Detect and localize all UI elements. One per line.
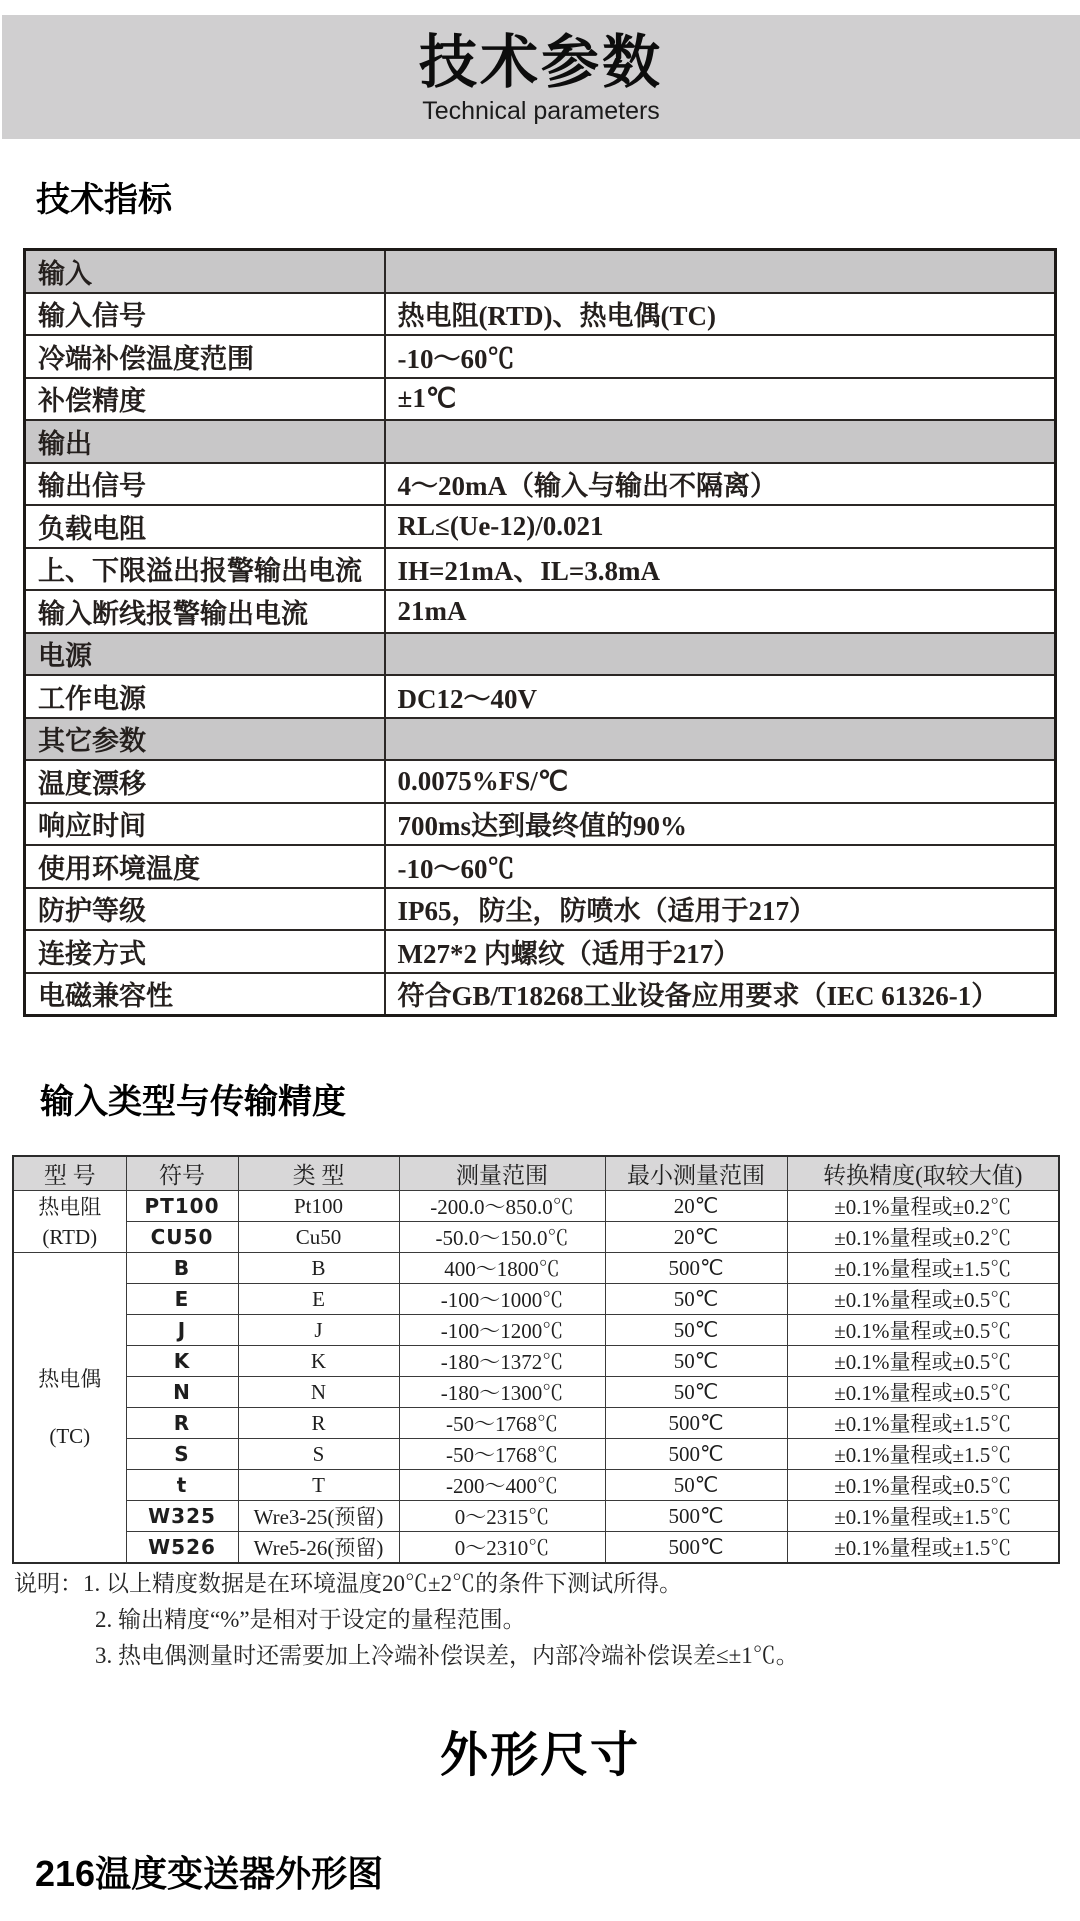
outline-216-heading: 216温度变送器外形图 xyxy=(35,1853,384,1894)
page-header-banner xyxy=(2,15,1080,139)
input-table-row xyxy=(13,1315,1059,1346)
min-range-cell: 500℃ xyxy=(605,1439,787,1470)
spec-section-row xyxy=(25,420,1056,463)
accuracy-cell: ±0.1%量程或±0.2℃ xyxy=(787,1191,1059,1222)
input-table-row xyxy=(13,1470,1059,1501)
spec-row xyxy=(25,505,1056,548)
notes-block xyxy=(14,1566,799,1674)
input-table-row xyxy=(13,1377,1059,1408)
spec-section-label: 输入 xyxy=(25,250,385,293)
spec-label-cell: 负载电阻 xyxy=(25,505,385,548)
spec-row xyxy=(25,888,1056,931)
accuracy-cell: ±0.1%量程或±0.5℃ xyxy=(787,1377,1059,1408)
input-table-header-cell: 转换精度(取较大值) xyxy=(787,1156,1059,1191)
min-range-cell: 500℃ xyxy=(605,1408,787,1439)
type-cell: B xyxy=(238,1253,399,1284)
symbol-cell: N xyxy=(126,1377,238,1408)
range-cell: -180～1300℃ xyxy=(399,1377,605,1408)
spec-value-cell: RL≤(Ue-12)/0.021 xyxy=(385,505,1056,548)
spec-label-cell: 补偿精度 xyxy=(25,378,385,421)
tech-specs-heading: 技术指标 xyxy=(36,181,172,219)
symbol-cell: W526 xyxy=(126,1532,238,1564)
spec-label-cell: 响应时间 xyxy=(25,803,385,846)
type-cell: J xyxy=(238,1315,399,1346)
type-cell: T xyxy=(238,1470,399,1501)
min-range-cell: 50℃ xyxy=(605,1470,787,1501)
input-table-header-cell: 测量范围 xyxy=(399,1156,605,1191)
input-type-table xyxy=(12,1155,1060,1564)
range-cell: -50～1768℃ xyxy=(399,1439,605,1470)
symbol-cell: t xyxy=(126,1470,238,1501)
min-range-cell: 50℃ xyxy=(605,1315,787,1346)
type-cell: N xyxy=(238,1377,399,1408)
spec-value-cell: DC12～40V xyxy=(385,675,1056,718)
spec-section-label: 输出 xyxy=(25,420,385,463)
spec-row xyxy=(25,548,1056,591)
symbol-cell: B xyxy=(126,1253,238,1284)
min-range-cell: 500℃ xyxy=(605,1253,787,1284)
range-cell: -50～1768℃ xyxy=(399,1408,605,1439)
spec-label-cell: 上、下限溢出报警输出电流 xyxy=(25,548,385,591)
range-cell: -100～1000℃ xyxy=(399,1284,605,1315)
min-range-cell: 20℃ xyxy=(605,1222,787,1253)
min-range-cell: 50℃ xyxy=(605,1346,787,1377)
spec-section-row xyxy=(25,250,1056,293)
spec-row xyxy=(25,675,1056,718)
input-table-row xyxy=(13,1501,1059,1532)
spec-label-cell: 使用环境温度 xyxy=(25,845,385,888)
accuracy-cell: ±0.1%量程或±1.5℃ xyxy=(787,1408,1059,1439)
note-line-3: 3. 热电偶测量时还需要加上冷端补偿误差，内部冷端补偿误差≤±1℃。 xyxy=(95,1643,799,1668)
input-group-label: 热电阻 (RTD) xyxy=(13,1191,126,1253)
accuracy-cell: ±0.1%量程或±1.5℃ xyxy=(787,1253,1059,1284)
accuracy-cell: ±0.1%量程或±1.5℃ xyxy=(787,1439,1059,1470)
accuracy-cell: ±0.1%量程或±0.5℃ xyxy=(787,1284,1059,1315)
symbol-cell: W325 xyxy=(126,1501,238,1532)
spec-row xyxy=(25,335,1056,378)
range-cell: 0～2310℃ xyxy=(399,1532,605,1564)
accuracy-cell: ±0.1%量程或±0.5℃ xyxy=(787,1346,1059,1377)
spec-section-empty xyxy=(385,250,1056,293)
symbol-cell: K xyxy=(126,1346,238,1377)
spec-label-cell: 温度漂移 xyxy=(25,760,385,803)
spec-row xyxy=(25,930,1056,973)
input-table-header-cell: 最小测量范围 xyxy=(605,1156,787,1191)
symbol-cell: PT100 xyxy=(126,1191,238,1222)
spec-row xyxy=(25,760,1056,803)
symbol-cell: S xyxy=(126,1439,238,1470)
spec-value-cell: ±1℃ xyxy=(385,378,1056,421)
input-table-header-cell: 符号 xyxy=(126,1156,238,1191)
type-cell: Wre5-26(预留) xyxy=(238,1532,399,1564)
min-range-cell: 50℃ xyxy=(605,1284,787,1315)
spec-label-cell: 连接方式 xyxy=(25,930,385,973)
spec-label-cell: 输出信号 xyxy=(25,463,385,506)
type-cell: E xyxy=(238,1284,399,1315)
page-title: 技术参数 xyxy=(418,30,663,95)
spec-value-cell: -10～60℃ xyxy=(385,335,1056,378)
type-cell: Cu50 xyxy=(238,1222,399,1253)
symbol-cell: CU50 xyxy=(126,1222,238,1253)
note-line-1: 说明：1. 以上精度数据是在环境温度20℃±2℃的条件下测试所得。 xyxy=(14,1571,683,1596)
note-line-2: 2. 输出精度“%”是相对于设定的量程范围。 xyxy=(95,1607,526,1632)
spec-row xyxy=(25,463,1056,506)
spec-value-cell: 700ms达到最终值的90% xyxy=(385,803,1056,846)
accuracy-cell: ±0.1%量程或±1.5℃ xyxy=(787,1501,1059,1532)
spec-section-empty xyxy=(385,718,1056,761)
spec-value-cell: 4～20mA（输入与输出不隔离） xyxy=(385,463,1056,506)
spec-row xyxy=(25,845,1056,888)
spec-section-empty xyxy=(385,633,1056,676)
input-table-row xyxy=(13,1408,1059,1439)
spec-section-label: 其它参数 xyxy=(25,718,385,761)
input-table-row xyxy=(13,1191,1059,1222)
spec-value-cell: IP65，防尘，防喷水（适用于217） xyxy=(385,888,1056,931)
range-cell: -50.0～150.0℃ xyxy=(399,1222,605,1253)
min-range-cell: 500℃ xyxy=(605,1501,787,1532)
input-table-row xyxy=(13,1532,1059,1564)
spec-label-cell: 冷端补偿温度范围 xyxy=(25,335,385,378)
type-cell: R xyxy=(238,1408,399,1439)
spec-row xyxy=(25,803,1056,846)
spec-section-empty xyxy=(385,420,1056,463)
symbol-cell: R xyxy=(126,1408,238,1439)
dimensions-heading: 外形尺寸 xyxy=(439,1729,640,1782)
input-table-header-row xyxy=(13,1156,1059,1191)
input-table-row xyxy=(13,1253,1059,1284)
accuracy-cell: ±0.1%量程或±1.5℃ xyxy=(787,1532,1059,1564)
min-range-cell: 20℃ xyxy=(605,1191,787,1222)
accuracy-cell: ±0.1%量程或±0.5℃ xyxy=(787,1315,1059,1346)
min-range-cell: 50℃ xyxy=(605,1377,787,1408)
spec-row xyxy=(25,590,1056,633)
type-cell: Pt100 xyxy=(238,1191,399,1222)
input-table-row xyxy=(13,1439,1059,1470)
spec-label-cell: 电磁兼容性 xyxy=(25,973,385,1016)
spec-label-cell: 输入断线报警输出电流 xyxy=(25,590,385,633)
spec-label-cell: 输入信号 xyxy=(25,293,385,336)
type-cell: Wre3-25(预留) xyxy=(238,1501,399,1532)
input-table-header-cell: 型 号 xyxy=(13,1156,126,1191)
accuracy-cell: ±0.1%量程或±0.5℃ xyxy=(787,1470,1059,1501)
spec-value-cell: 热电阻(RTD)、热电偶(TC) xyxy=(385,293,1056,336)
spec-section-row xyxy=(25,633,1056,676)
range-cell: -200～400℃ xyxy=(399,1470,605,1501)
spec-row xyxy=(25,293,1056,336)
input-table-row xyxy=(13,1284,1059,1315)
range-cell: 0～2315℃ xyxy=(399,1501,605,1532)
spec-label-cell: 防护等级 xyxy=(25,888,385,931)
spec-section-label: 电源 xyxy=(25,633,385,676)
accuracy-cell: ±0.1%量程或±0.2℃ xyxy=(787,1222,1059,1253)
input-table-header-cell: 类 型 xyxy=(238,1156,399,1191)
spec-value-cell: -10～60℃ xyxy=(385,845,1056,888)
input-table-row xyxy=(13,1346,1059,1377)
range-cell: -180～1372℃ xyxy=(399,1346,605,1377)
spec-row xyxy=(25,378,1056,421)
symbol-cell: E xyxy=(126,1284,238,1315)
spec-section-row xyxy=(25,718,1056,761)
range-cell: 400～1800℃ xyxy=(399,1253,605,1284)
spec-value-cell: 符合GB/T18268工业设备应用要求（IEC 61326-1） xyxy=(385,973,1056,1016)
spec-value-cell: 21mA xyxy=(385,590,1056,633)
spec-row xyxy=(25,973,1056,1016)
symbol-cell: J xyxy=(126,1315,238,1346)
type-cell: S xyxy=(238,1439,399,1470)
spec-value-cell: 0.0075%FS/℃ xyxy=(385,760,1056,803)
tech-specs-table xyxy=(23,248,1057,1017)
input-table-row xyxy=(13,1222,1059,1253)
min-range-cell: 500℃ xyxy=(605,1532,787,1564)
page-subtitle: Technical parameters xyxy=(422,96,660,125)
spec-value-cell: M27*2 内螺纹（适用于217） xyxy=(385,930,1056,973)
input-group-label: 热电偶 (TC) xyxy=(13,1253,126,1564)
spec-label-cell: 工作电源 xyxy=(25,675,385,718)
range-cell: -200.0～850.0℃ xyxy=(399,1191,605,1222)
input-type-heading: 输入类型与传输精度 xyxy=(40,1083,346,1121)
range-cell: -100～1200℃ xyxy=(399,1315,605,1346)
type-cell: K xyxy=(238,1346,399,1377)
spec-value-cell: IH=21mA、IL=3.8mA xyxy=(385,548,1056,591)
